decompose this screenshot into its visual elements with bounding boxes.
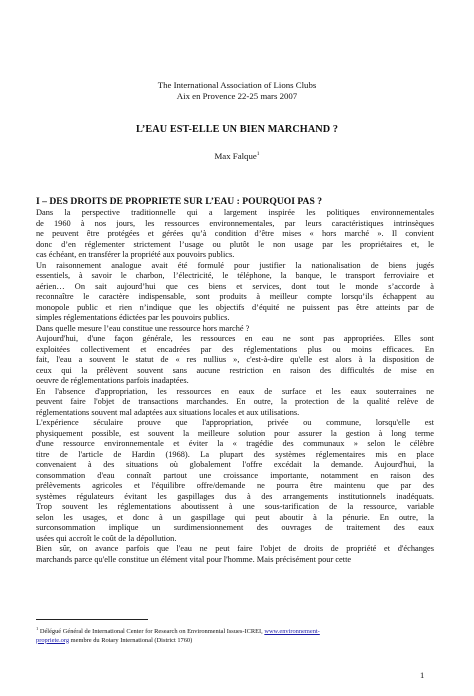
body-line: de 1960 à nos jours, les ressources environnementales, par leurs caractéristiques intrinsèques: [36, 218, 434, 228]
body-line: Dans quelle mesure l’eau constitue une ressource hors marché ?: [36, 323, 250, 333]
author-name: Max Falque: [214, 151, 257, 161]
footnote-separator: [36, 619, 148, 620]
body-text: [36, 208, 434, 565]
body-line: d'une ressource environnementale et éviter la « tragédie des communaux » selon le célèbre: [36, 439, 434, 448]
conference-place-date: Aix en Provence 22-25 mars 2007: [176, 91, 298, 101]
body-line: surconsommation implique un surdimensionnement des ouvrages de traitement des eaux: [36, 523, 434, 532]
body-line: systèmes régulateurs évitant les gaspillages dus à des arrangements institutionnels inadéquats.: [36, 491, 434, 501]
footnote: [36, 625, 434, 645]
body-line: En l'absence d'appropriation, les ressources en eaux de surface et les eaux souterraines ne: [36, 386, 434, 396]
document-title: L’EAU EST-ELLE UN BIEN MARCHAND ?: [135, 124, 339, 135]
body-line: monopole public et rien n’indique que les objectifs d’équité ne puissent pas être atteints par de: [36, 302, 434, 312]
body-line: L'expérience séculaire prouve que l'appropriation, privée ou commune, lorsqu'elle est: [36, 418, 434, 427]
footnote-link-cont[interactable]: propriete.org: [36, 636, 70, 644]
body-line: consommation d'eau connaît partout une croissance importante, notamment en raison des: [36, 470, 434, 480]
body-line: convenaient à des situations où globalement l'offre excédait la demande. Aujourd'hui, la: [36, 460, 434, 469]
body-line: reconnaître le caractère indispensable, sont produits à meilleur compte lorsqu’ils échappent au: [36, 292, 434, 301]
body-line: peuvent faire l'objet de transactions marchandes. En outre, la protection de la qualité relève de: [36, 397, 434, 406]
footnote-text-end: membre du Rotary International (District 1760): [69, 636, 193, 644]
footnote-link[interactable]: www.environnement-: [264, 628, 320, 635]
body-line: ne peuvent être protégées et gérées qu’à condition d’être mises « hors marché ». Il convient: [36, 229, 434, 238]
author-line: [0, 151, 474, 161]
body-line: oeuvre de réglementations parfois inadaptées.: [36, 376, 189, 385]
footnote-line-2: [36, 637, 434, 646]
body-line: exploitées collectivement et encadrées par des réglementations plus ou moins efficaces. En: [36, 344, 434, 354]
body-line: Dans la perspective traditionnelle qui a largement inspirée les politiques environnementales: [36, 208, 434, 217]
body-line: Un raisonnement analogue avait été formulé pour justifier la nationalisation de biens jugés: [36, 260, 434, 270]
body-line: titre de l'article de Hardin (1968). La plupart des systèmes réglementaires mis en place: [36, 449, 434, 459]
body-line: Bien sûr, on avance parfois que l'eau ne peut faire l'objet de droits de propriété et d'échanges: [36, 544, 434, 553]
body-line: ceux qui la prélèvent souvent sans aucune restriction en raison des difficultés de mise en: [36, 365, 434, 375]
conference-name: The International Association of Lions Clubs: [157, 80, 317, 90]
section-heading: I – DES DROITS DE PROPRIETE SUR L’EAU : POURQUOI PAS ?: [36, 196, 322, 207]
body-line: cas échéant, en transférer la propriété aux pouvoirs publics.: [36, 250, 235, 259]
body-line: aérien… On sait aujourd’hui que ces biens et services, dont tout le monde s’accorde à: [36, 281, 434, 291]
body-line: usées qui accroît le coût de la dépollution.: [36, 533, 177, 543]
body-line: fait, l'eau a souvent le statut de « res nullius », c'est-à-dire qu'elle est alors à la disposition de: [36, 355, 434, 364]
body-line: réglementations souvent mal adaptées aux situations locales et aux utilisations.: [36, 407, 300, 417]
body-line: selon les usages, et donc à un gaspillage qui peut aboutir à la pénurie. En outre, la: [36, 512, 434, 522]
body-line: simples réglementations édictées par les pouvoirs publics.: [36, 313, 230, 322]
footnote-line-1: [36, 625, 434, 637]
author-footnote-mark[interactable]: 1: [256, 151, 260, 158]
body-line: Trop souvent les réglementations aboutissent à une sous-tarification de la ressource, variable: [36, 502, 434, 511]
body-line: essentiels, à savoir le charbon, l’électricité, le téléphone, la banque, le transport ferroviaire et: [36, 271, 434, 280]
body-line: donc d’en réglementer strictement l’usage ou plutôt le non usage par les propriétaires et, le: [36, 239, 434, 249]
footnote-text: Délégué Général de International Center for Research on Environmental Issues-ICREI,: [38, 628, 265, 635]
body-line: marchands parce qu'elle constitue un élément vital pour l'homme. Mais précisément pour cette: [36, 554, 352, 564]
page-number: 1: [420, 670, 425, 680]
body-line: physiquement possible, est souvent la meilleure solution pour assurer la gestion à long terme: [36, 428, 434, 438]
footnote-mark: 1: [36, 625, 39, 631]
body-line: Aujourd'hui, d'une façon générale, les ressources en eau ne sont pas appropriées. Elles sont: [36, 334, 434, 343]
body-line: prélèvements agricoles et l'équilibre offre/demande ne pourra être maintenu que par des: [36, 481, 434, 490]
